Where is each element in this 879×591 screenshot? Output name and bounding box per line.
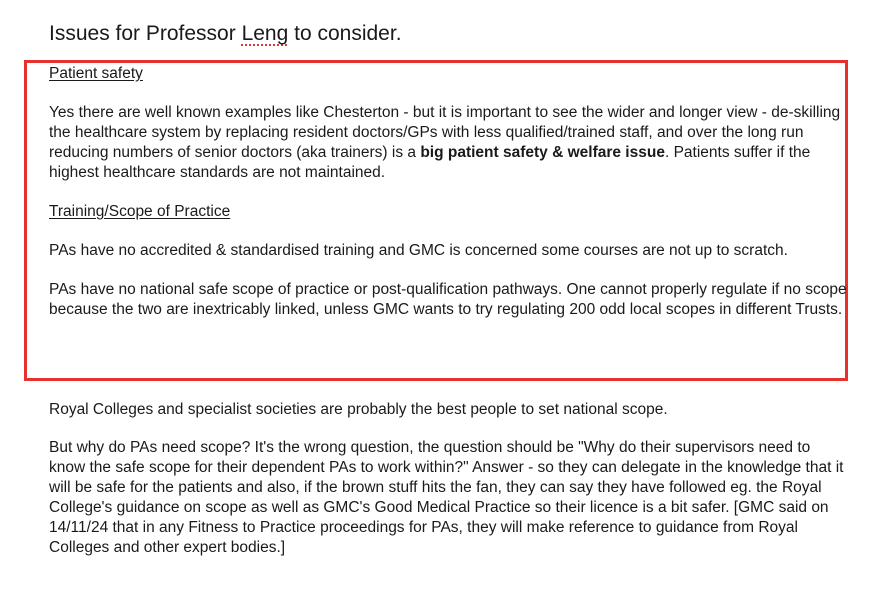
title-suffix: to consider. xyxy=(288,22,402,45)
training-paragraph-1: PAs have no accredited & standardised training and GMC is concerned some courses are not up to scratch. xyxy=(49,242,788,259)
title-prefix: Issues for Professor xyxy=(49,22,242,45)
title-name-misspelled[interactable]: Leng xyxy=(241,22,289,45)
patient-safety-text-post: . Patients suffer if the highest healthcare standards are not maintained. xyxy=(49,144,811,181)
patient-safety-bold-text: big patient safety & welfare issue xyxy=(420,144,665,161)
royal-colleges-paragraph-2: But why do PAs need scope? It's the wrong question, the question should be "Why do their supervisors need to know the safe scope for their dependent PAs to work within?" Answer - so they can delegate in the knowledge that it will be safe for the patients and also, if the brown stuff hits the fan, they can say they have followed eg. the Royal College's guidance on scope as well as GMC's Good Medical Practice so their licence is a bit safer. [GMC said on 14/11/24 that in any Fitness to Practice proceedings for PAs, they will make reference to guidance from Royal Colleges and other expert bodies.] xyxy=(49,439,844,556)
royal-colleges-paragraph-1: Royal Colleges and specialist societies are probably the best people to set national scope. xyxy=(49,401,668,418)
royal-colleges-section xyxy=(49,400,849,558)
patient-safety-heading: Patient safety xyxy=(49,65,143,82)
page-title xyxy=(49,20,402,48)
highlighted-section xyxy=(49,64,849,320)
patient-safety-text-pre: Yes there are well known examples like Chesterton - but it is important to see the wider and longer view - de-skilling the healthcare system by replacing resident doctors/GPs with less qualified/trained staff, and over the long run reducing numbers of senior doctors (aka trainers) is a xyxy=(49,104,841,161)
training-paragraph-2: PAs have no national safe scope of practice or post-qualification pathways. One cannot properly regulate if no scope because the two are inextricably linked, unless GMC wants to try regulating 200 odd local scopes in different Trusts. xyxy=(49,281,847,318)
training-heading: Training/Scope of Practice xyxy=(49,203,231,220)
patient-safety-paragraph xyxy=(49,103,849,183)
